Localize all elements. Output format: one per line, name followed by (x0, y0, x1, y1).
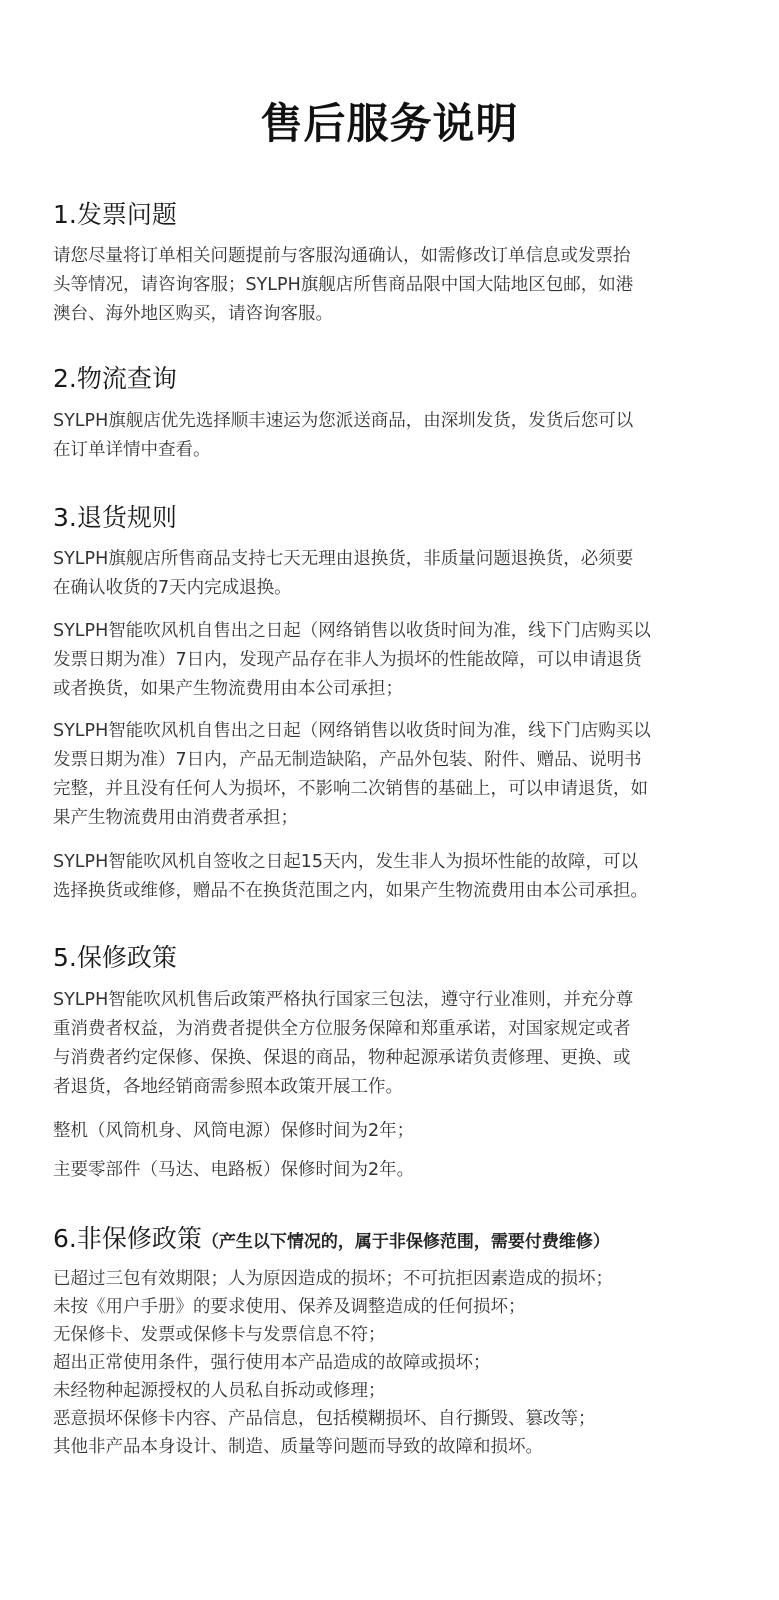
list-item: 已超过三包有效期限；人为原因造成的损坏；不可抗拒因素造成的损坏； (53, 1269, 613, 1289)
warranty-paragraph-2 (53, 1117, 713, 1146)
text-line: 发票日期为准）7日内，发现产品存在非人为损坏的性能故障，可以申请退货 (53, 650, 642, 670)
list-item: 其他非产品本身设计、制造、质量等问题而导致的故障和损坏。 (53, 1437, 543, 1457)
returns-paragraph-1 (53, 545, 713, 603)
text-line: SYLPH智能吹风机自签收之日起15天内，发生非人为损坏性能的故障，可以 (53, 852, 639, 872)
list-item: 超出正常使用条件，强行使用本产品造成的故障或损坏； (53, 1353, 491, 1373)
text-line: 整机（风筒机身、风筒电源）保修时间为2年； (53, 1121, 415, 1141)
text-line: 在订单详情中查看。 (53, 440, 211, 460)
returns-paragraph-3 (53, 717, 713, 833)
returns-paragraph-2 (53, 617, 713, 704)
returns-paragraph-4 (53, 848, 713, 906)
list-item: 未按《用户手册》的要求使用、保养及调整造成的任何损坏； (53, 1297, 526, 1317)
text-line: 在确认收货的7天内完成退换。 (53, 578, 292, 598)
text-line: SYLPH智能吹风机售后政策严格执行国家三包法，遵守行业准则，并充分尊 (53, 990, 634, 1010)
section-heading-text: 6.非保修政策 (53, 1224, 202, 1253)
text-line: 发票日期为准）7日内，产品无制造缺陷，产品外包装、附件、赠品、说明书 (53, 750, 642, 770)
text-line: 或者换货，如果产生物流费用由本公司承担； (53, 679, 403, 699)
text-line: 请您尽量将订单相关问题提前与客服沟通确认，如需修改订单信息或发票抬 (53, 246, 631, 266)
text-line: 澳台、海外地区购买，请咨询客服。 (53, 304, 333, 324)
list-item: 恶意损坏保修卡内容、产品信息，包括模糊损坏、自行撕毁、篡改等； (53, 1409, 596, 1429)
warranty-paragraph-3 (53, 1156, 713, 1185)
section-heading-note: （产生以下情况的，属于非保修范围，需要付费维修） (201, 1232, 610, 1252)
text-line: 果产生物流费用由消费者承担； (53, 808, 298, 828)
text-line: 主要零部件（马达、电路板）保修时间为2年。 (53, 1160, 415, 1180)
section-heading-returns: 3.退货规则 (53, 503, 177, 532)
text-line: SYLPH智能吹风机自售出之日起（网络销售以收货时间为准，线下门店购买以 (53, 621, 651, 641)
section-heading-logistics: 2.物流查询 (53, 364, 177, 393)
text-line: 头等情况，请咨询客服；SYLPH旗舰店所售商品限中国大陆地区包邮，如港 (53, 275, 634, 295)
text-line: 选择换货或维修，赠品不在换货范围之内，如果产生物流费用由本公司承担。 (53, 881, 648, 901)
section-heading-non-warranty (53, 1223, 753, 1258)
text-line: 者退货，各地经销商需参照本政策开展工作。 (53, 1077, 403, 1097)
section-heading-warranty: 5.保修政策 (53, 943, 177, 972)
text-line: 与消费者约定保修、保换、保退的商品，物种起源承诺负责修理、更换、或 (53, 1048, 631, 1068)
text-line: 重消费者权益，为消费者提供全方位服务保障和郑重承诺，对国家规定或者 (53, 1019, 631, 1039)
text-line: SYLPH智能吹风机自售出之日起（网络销售以收货时间为准，线下门店购买以 (53, 721, 651, 741)
text-line: 完整，并且没有任何人为损坏，不影响二次销售的基础上，可以申请退货，如 (53, 779, 648, 799)
logistics-paragraph (53, 407, 713, 465)
page-title: 售后服务说明 (260, 99, 519, 148)
list-item: 无保修卡、发票或保修卡与发票信息不符； (53, 1325, 386, 1345)
text-line: SYLPH旗舰店所售商品支持七天无理由退换货，非质量问题退换货，必须要 (53, 549, 634, 569)
warranty-paragraph-1 (53, 986, 713, 1102)
list-item: 未经物种起源授权的人员私自拆动或修理； (53, 1381, 386, 1401)
non-warranty-list (53, 1265, 713, 1461)
invoice-paragraph (53, 242, 713, 329)
section-heading-invoice: 1.发票问题 (53, 200, 177, 229)
text-line: SYLPH旗舰店优先选择顺丰速运为您派送商品，由深圳发货，发货后您可以 (53, 411, 634, 431)
